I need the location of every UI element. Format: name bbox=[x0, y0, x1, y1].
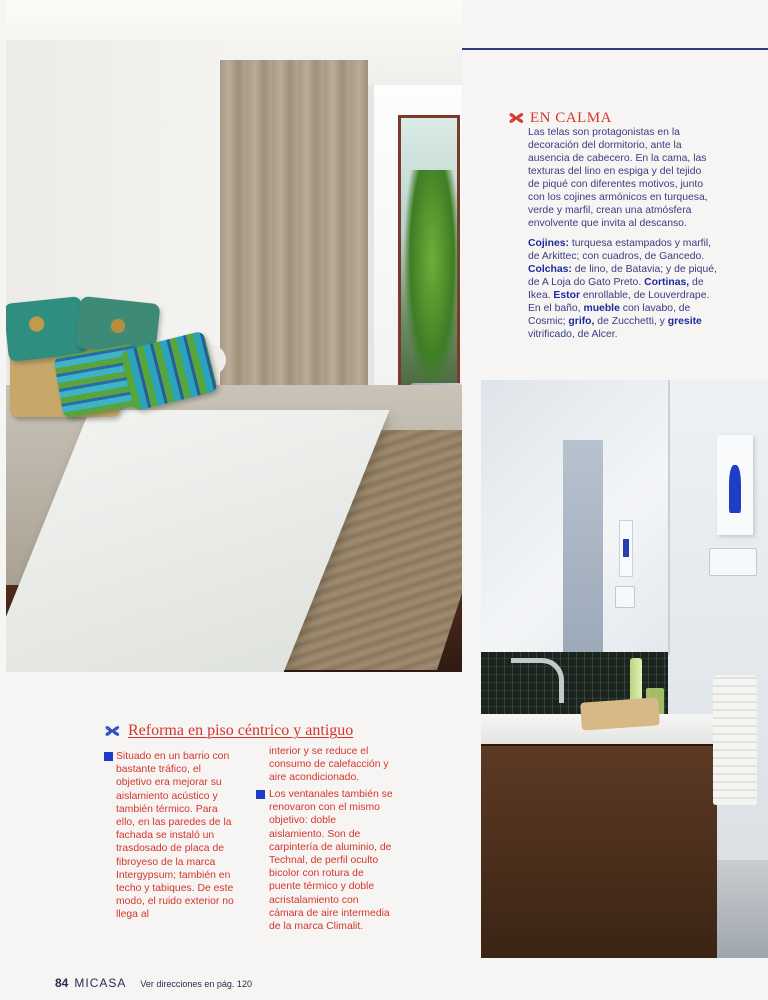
calma-paragraph: Las telas son protagonistas en la decoración del dormitorio, ante la ausencia de cabecero. En la cama, las texturas del lino en espiga y del tejido de piqué con diferentes motivos, junto con los cojines armónicos en turquesa, verde y marfil, crean una atmósfera envolvente que invita al descanso. bbox=[528, 127, 708, 229]
page-number: 84 bbox=[55, 976, 69, 990]
potted-plant bbox=[404, 170, 460, 390]
calma-heading bbox=[506, 108, 612, 128]
bedroom-photo bbox=[6, 0, 462, 672]
credit-label: Colchas: bbox=[528, 264, 572, 275]
credit-label: Cortinas, bbox=[644, 277, 690, 288]
flower-icon bbox=[102, 721, 122, 741]
credit-label: mueble bbox=[583, 303, 620, 314]
wall-switch bbox=[709, 548, 757, 576]
turquoise-pillow bbox=[6, 296, 87, 362]
flower-icon bbox=[506, 108, 526, 128]
article-column-2-bottom: Los ventanales también se renovaron con el mismo objetivo: doble aislamiento. Son de carpintería de aluminio, de Technal, de perfil oculto bicolor con rotura de puente térmico y doble acristalamiento con cámara de aire intermedia de la marca Climalit. bbox=[269, 789, 393, 933]
bullet-square bbox=[104, 752, 113, 761]
credit-text: con lavabo, de Cosmic; bbox=[528, 303, 691, 327]
top-rule bbox=[462, 48, 768, 50]
curtain bbox=[220, 60, 368, 405]
credit-text: turquesa estampados y marfil, de Arkittec; con cuadros, de Gancedo. bbox=[528, 238, 712, 262]
credit-label: Cojines: bbox=[528, 238, 569, 249]
article-column-2-top: interior y se reduce el consumo de calefacción y aire acondicionado. bbox=[269, 746, 389, 784]
reflected-artwork bbox=[619, 520, 633, 577]
hanging-towel bbox=[713, 675, 757, 805]
bathroom-floor bbox=[717, 860, 768, 958]
article-heading bbox=[102, 721, 353, 741]
wall-switch bbox=[615, 586, 635, 608]
credit-text: enrollable, de Louverdrape. En el baño, bbox=[528, 290, 710, 314]
magazine-name: MICASA bbox=[74, 976, 127, 990]
credit-label: grifo, bbox=[568, 316, 595, 327]
credits-list bbox=[528, 237, 724, 341]
directions-note: Ver direcciones en pág. 120 bbox=[140, 979, 252, 989]
credit-text: de Ikea. bbox=[528, 277, 704, 301]
cabinet-edge bbox=[481, 744, 717, 746]
bathroom-photo bbox=[481, 380, 768, 958]
folded-towel bbox=[580, 697, 660, 730]
wall-artwork bbox=[717, 435, 753, 535]
credit-text: vitrificado, de Alcer. bbox=[528, 329, 618, 340]
faucet bbox=[511, 658, 564, 703]
page-footer bbox=[55, 976, 252, 990]
credit-label: Estor bbox=[553, 290, 580, 301]
bullet-square bbox=[256, 790, 265, 799]
article-title: Reforma en piso céntrico y antiguo bbox=[128, 722, 354, 739]
credit-label: gresite bbox=[667, 316, 702, 327]
calma-heading-text: EN CALMA bbox=[530, 109, 612, 126]
vanity-cabinet bbox=[481, 744, 717, 958]
credit-text: de lino, de Batavia; y de piqué, de A Loja do Gato Preto. bbox=[528, 264, 717, 288]
mirror-reflection-door bbox=[563, 440, 603, 655]
credit-text: de Zucchetti, y bbox=[594, 316, 668, 327]
article-column-1: Situado en un barrio con bastante tráfico, el objetivo era mejorar su aislamiento acústico y también térmico. Para ello, en las paredes de la fachada se instaló un trasdosado de placa de fibroyeso de la marca Intergypsum; también en techo y tabiques. De este modo, el ruido exterior no llega al bbox=[116, 751, 234, 921]
